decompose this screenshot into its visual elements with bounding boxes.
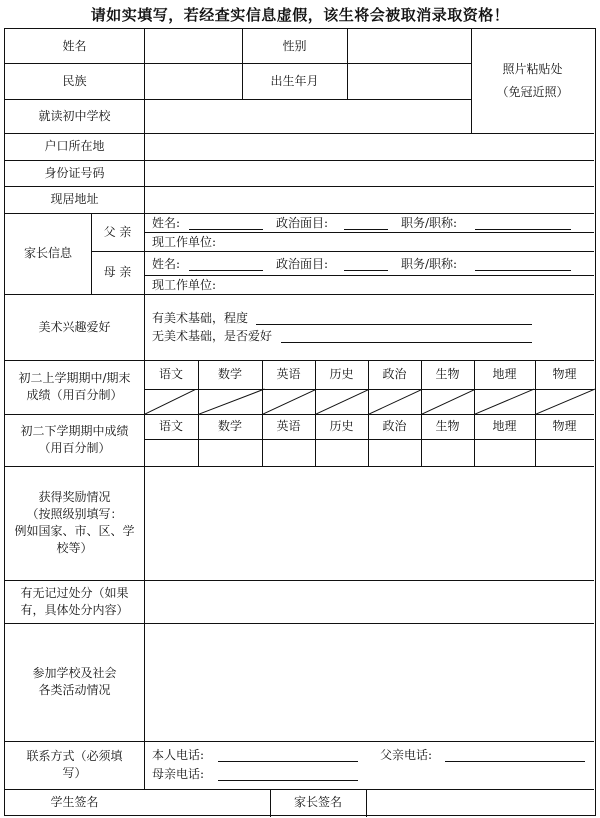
- grade-b-line1: 初二下学期期中成绩: [20, 424, 129, 438]
- subject-header: 英语: [276, 367, 301, 381]
- activities-field[interactable]: [144, 623, 594, 741]
- mother-political-input[interactable]: [344, 270, 388, 271]
- subject-header: 生物: [435, 419, 460, 433]
- registration-form: [4, 28, 596, 816]
- self-phone-input[interactable]: [218, 761, 358, 762]
- photo-area[interactable]: [471, 29, 594, 133]
- art-interest-input[interactable]: [281, 342, 532, 343]
- father-phone-label: 父亲电话:: [380, 748, 433, 762]
- father-phone-input[interactable]: [445, 761, 585, 762]
- subject-header: 地理: [492, 419, 517, 433]
- activities-label: [5, 623, 144, 741]
- activities-line1: 参加学校及社会: [32, 666, 117, 680]
- photo-label: 照片粘贴处: [502, 62, 563, 76]
- school-label: 就读初中学校: [38, 108, 111, 123]
- mother-political-label: 政治面目:: [276, 257, 329, 271]
- subject-header: 生物: [435, 367, 460, 381]
- gender-label: 性别: [282, 38, 307, 53]
- art-label: 美术兴趣爱好: [38, 319, 111, 334]
- ethnicity-label: 民族: [62, 73, 87, 88]
- mother-phone-label: 母亲电话:: [152, 767, 205, 781]
- art-line1-label: 有美术基础，程度: [152, 311, 249, 325]
- punishment-field[interactable]: [144, 580, 594, 623]
- address-field[interactable]: [144, 186, 594, 213]
- awards-line1: 获得奖励情况: [38, 490, 111, 504]
- subject-header: 数学: [217, 419, 242, 433]
- father-name-input[interactable]: [189, 229, 263, 230]
- father-name-label: 姓名:: [152, 216, 181, 230]
- mother-job-label: 职务/职称:: [401, 257, 458, 271]
- grade-b-label: [5, 414, 144, 466]
- mother-phone-input[interactable]: [218, 780, 358, 781]
- awards-label: [5, 466, 144, 580]
- mother-name-label: 姓名:: [152, 257, 181, 271]
- awards-line4: 校等）: [56, 541, 93, 555]
- id-number-field[interactable]: [144, 160, 594, 186]
- contact-label: [5, 741, 144, 789]
- grade-a-line2: 成绩（用百分制）: [26, 388, 123, 402]
- father-political-label: 政治面目:: [276, 216, 329, 230]
- hukou-field[interactable]: [144, 133, 594, 160]
- grade-a-label: [5, 360, 144, 414]
- punishment-line1: 有无记过处分（如果: [20, 585, 129, 600]
- subject-header: 物理: [552, 367, 577, 381]
- subject-header: 语文: [158, 367, 183, 381]
- subject-header: 语文: [158, 419, 183, 433]
- grade-b-line2: （用百分制）: [38, 441, 111, 455]
- school-field[interactable]: [144, 99, 471, 133]
- awards-line3: 例如国家、市、区、学: [14, 524, 135, 538]
- awards-field[interactable]: [144, 466, 594, 580]
- address-label: 现居地址: [50, 192, 99, 206]
- id-number-label: 身份证号码: [44, 165, 105, 180]
- subject-header: 历史: [329, 419, 354, 433]
- punishment-label: [5, 580, 144, 623]
- activities-line2: 各类活动情况: [38, 683, 111, 697]
- father-label: 父 亲: [103, 224, 132, 239]
- subject-header: 政治: [382, 419, 407, 433]
- mother-work-label: 现工作单位:: [152, 278, 217, 292]
- student-sign-field[interactable]: [144, 789, 270, 815]
- awards-line2: （按照级别填写：: [26, 507, 123, 521]
- subject-header: 物理: [552, 419, 577, 433]
- photo-note: （免冠近照）: [496, 85, 569, 99]
- grade-a-line1: 初二上学期期中/期末: [18, 371, 131, 385]
- hukou-label: 户口所在地: [44, 139, 105, 153]
- subject-header: 英语: [276, 419, 301, 433]
- name-label: 姓名: [62, 38, 87, 53]
- parents-label: 家长信息: [23, 246, 72, 260]
- gender-field[interactable]: [347, 29, 471, 63]
- contact-line2: 写）: [62, 766, 87, 780]
- father-work-label: 现工作单位:: [152, 235, 217, 249]
- mother-job-input[interactable]: [475, 270, 571, 271]
- name-field[interactable]: [144, 29, 242, 63]
- mother-label: 母 亲: [103, 265, 132, 279]
- birth-label: 出生年月: [270, 73, 319, 88]
- father-political-input[interactable]: [344, 229, 388, 230]
- father-job-label: 职务/职称:: [401, 216, 458, 230]
- art-line2-label: 无美术基础，是否爱好: [152, 329, 273, 343]
- mother-name-input[interactable]: [189, 270, 263, 271]
- father-job-input[interactable]: [475, 229, 571, 230]
- parent-sign-label: 家长签名: [293, 794, 342, 809]
- punishment-line2: 有，具体处分内容）: [20, 602, 129, 617]
- self-phone-label: 本人电话:: [152, 748, 205, 762]
- form-title: 请如实填写，若经查实信息虚假，该生将会被取消录取资格！: [90, 5, 510, 24]
- art-level-input[interactable]: [256, 324, 532, 325]
- ethnicity-field[interactable]: [144, 63, 242, 99]
- subject-header: 政治: [382, 367, 407, 381]
- student-sign-label: 学生签名: [50, 794, 99, 809]
- subject-header: 地理: [492, 367, 517, 381]
- subject-header: 历史: [329, 367, 354, 381]
- parent-sign-field[interactable]: [366, 789, 594, 815]
- subject-header: 数学: [217, 367, 242, 381]
- birth-field[interactable]: [347, 63, 471, 99]
- contact-line1: 联系方式（必须填: [26, 749, 123, 763]
